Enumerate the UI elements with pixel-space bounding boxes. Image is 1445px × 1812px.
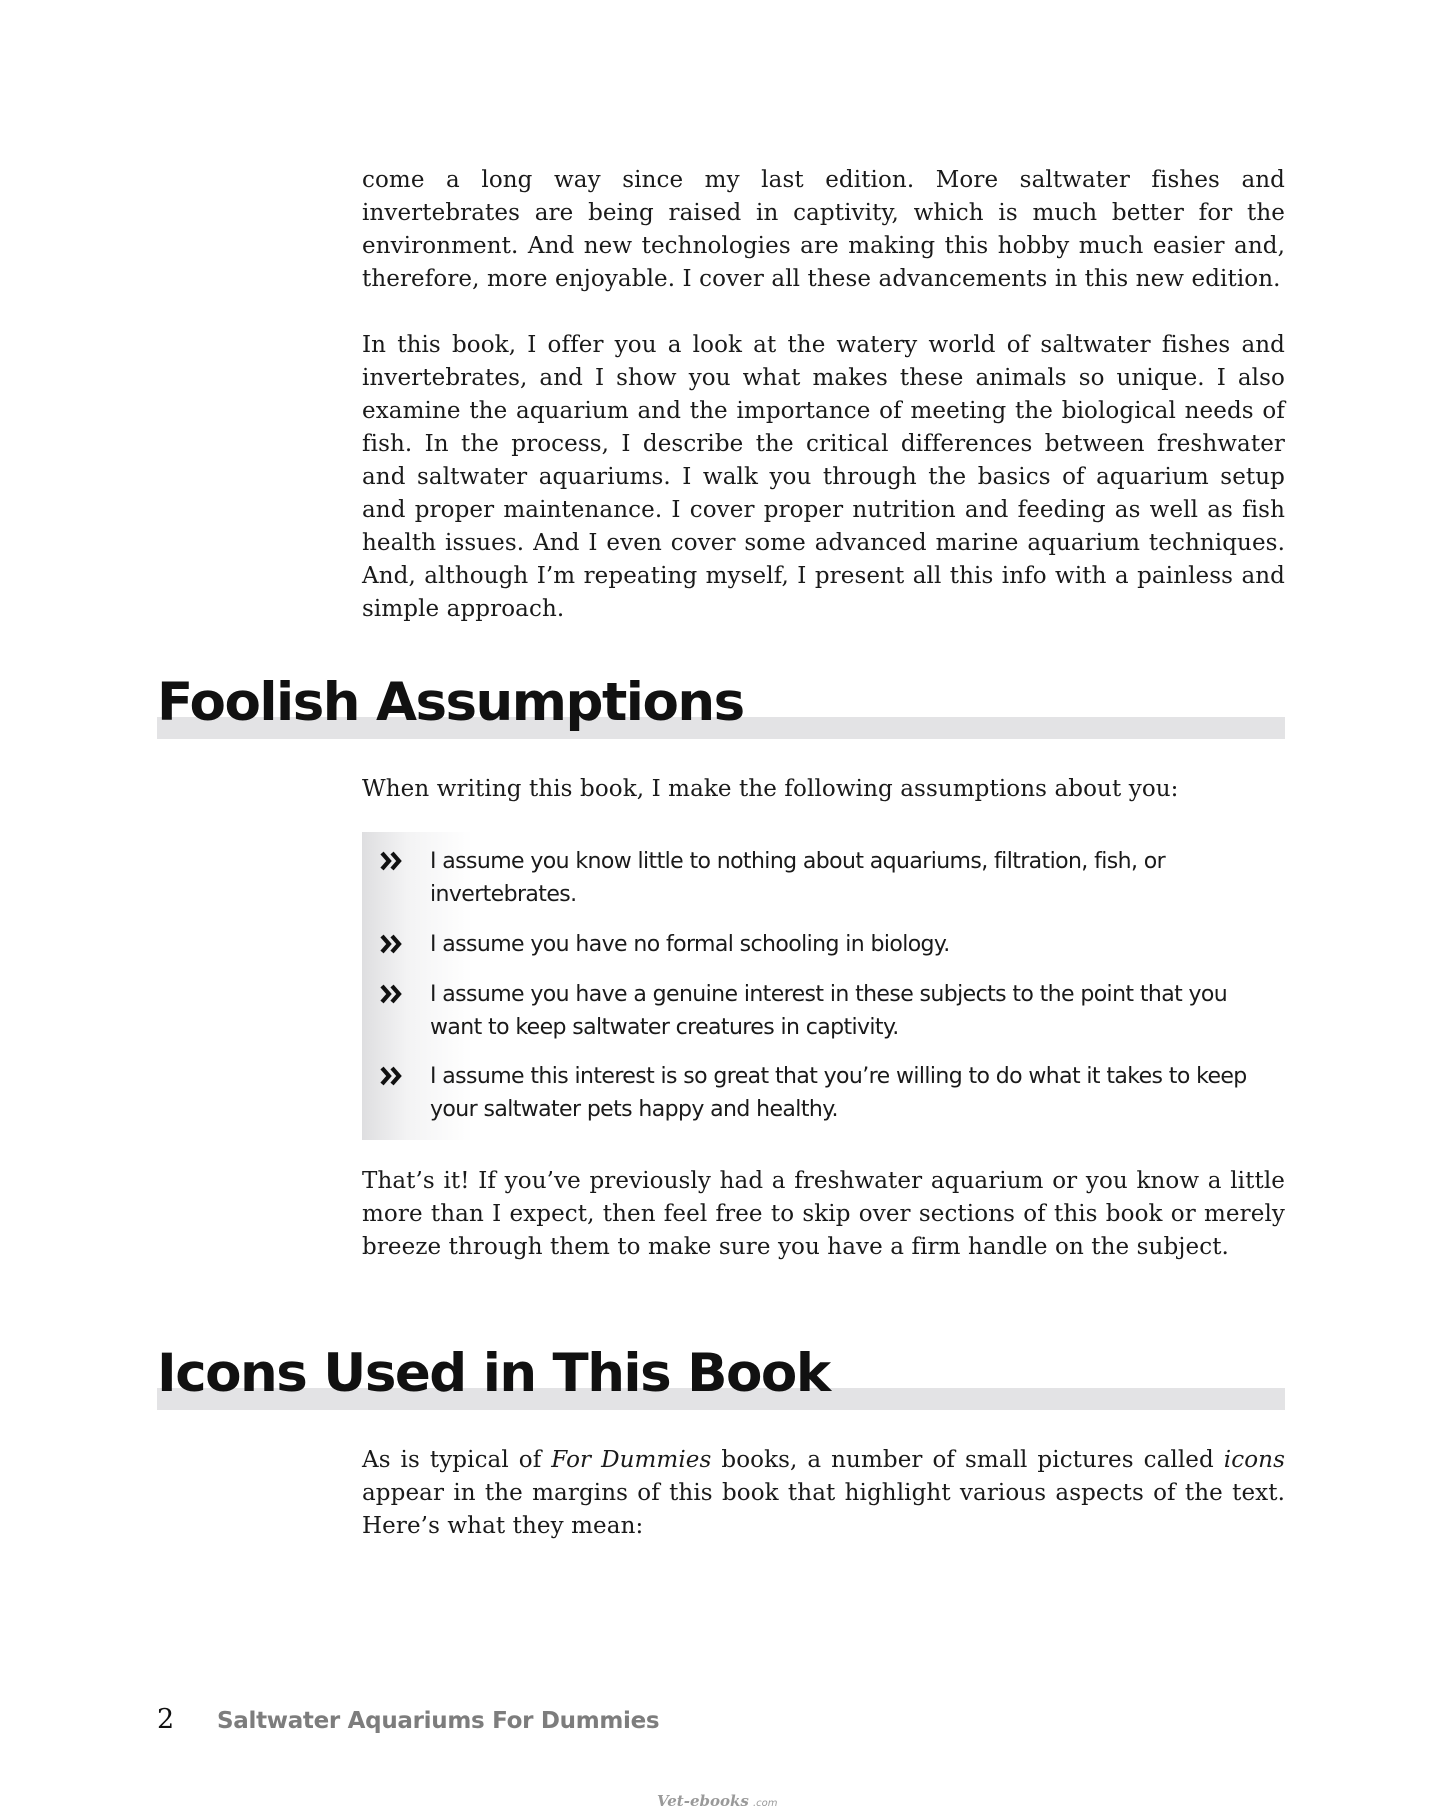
section-heading-icons-used bbox=[157, 1330, 1285, 1410]
list-item-text: I assume this interest is so great that you’re willing to do what it takes to keep your saltwater pets happy and healthy. bbox=[430, 1064, 1247, 1122]
text-run: appear in the margins of this book that highlight various aspects of the text. Here’s what they mean: bbox=[362, 1480, 1285, 1539]
list-item-text: I assume you have a genuine interest in these subjects to the point that you want to keep saltwater creatures in captivity. bbox=[430, 982, 1228, 1040]
list-item-text: I assume you know little to nothing about aquariums, filtration, fish, or invertebrates. bbox=[430, 849, 1166, 907]
svg-text:.com: .com bbox=[753, 1798, 778, 1809]
vet-ebooks-watermark-logo bbox=[655, 1788, 805, 1812]
intro-paragraph-1: come a long way since my last edition. More saltwater fishes and invertebrates are being raised in captivity, which is much better for the environment. And new technologies are making this hobby much easier and, therefore, more enjoyable. I cover all these advancements in this new edition. bbox=[362, 167, 1285, 292]
series-title-italic: For Dummies bbox=[551, 1447, 712, 1473]
running-footer-title: Saltwater Aquariums For Dummies bbox=[217, 1708, 660, 1734]
text-run: As is typical of bbox=[362, 1447, 552, 1473]
heading-text: Foolish Assumptions bbox=[157, 672, 744, 733]
page-number: 2 bbox=[157, 1704, 175, 1735]
term-italic: icons bbox=[1223, 1447, 1285, 1473]
double-chevron-right-icon bbox=[380, 930, 406, 958]
text-run: books, a number of small pictures called bbox=[711, 1447, 1224, 1473]
intro-paragraph-2: In this book, I offer you a look at the watery world of saltwater fishes and invertebrates, and I show you what makes these animals so unique. I also examine the aquarium and the importance of meeting the biological needs of fish. In the process, I describe the critical differences between freshwater and saltwater aquariums. I walk you through the basics of aquarium setup and proper maintenance. I cover proper nutrition and feeding as well as fish health issues. And I even cover some advanced marine aquarium techniques. And, although I’m repeating myself, I present all this info with a painless and simple approach. bbox=[362, 332, 1285, 622]
svg-text:Vet-ebooks: Vet-ebooks bbox=[657, 1792, 749, 1810]
double-chevron-right-icon bbox=[380, 1062, 406, 1090]
double-chevron-right-icon bbox=[380, 980, 406, 1008]
assumptions-lead: When writing this book, I make the following assumptions about you: bbox=[362, 776, 1179, 802]
double-chevron-right-icon bbox=[380, 847, 406, 875]
section-heading-foolish-assumptions bbox=[157, 659, 1285, 739]
icons-intro-paragraph bbox=[362, 1444, 1285, 1543]
assumptions-closing: That’s it! If you’ve previously had a freshwater aquarium or you know a little more than I expect, then feel free to skip over sections of this book or merely breeze through them to make sure you have a firm handle on the subject. bbox=[362, 1168, 1285, 1260]
list-item-text: I assume you have no formal schooling in biology. bbox=[430, 932, 950, 957]
heading-text: Icons Used in This Book bbox=[157, 1343, 830, 1404]
assumptions-bullet-list bbox=[362, 832, 1285, 1140]
